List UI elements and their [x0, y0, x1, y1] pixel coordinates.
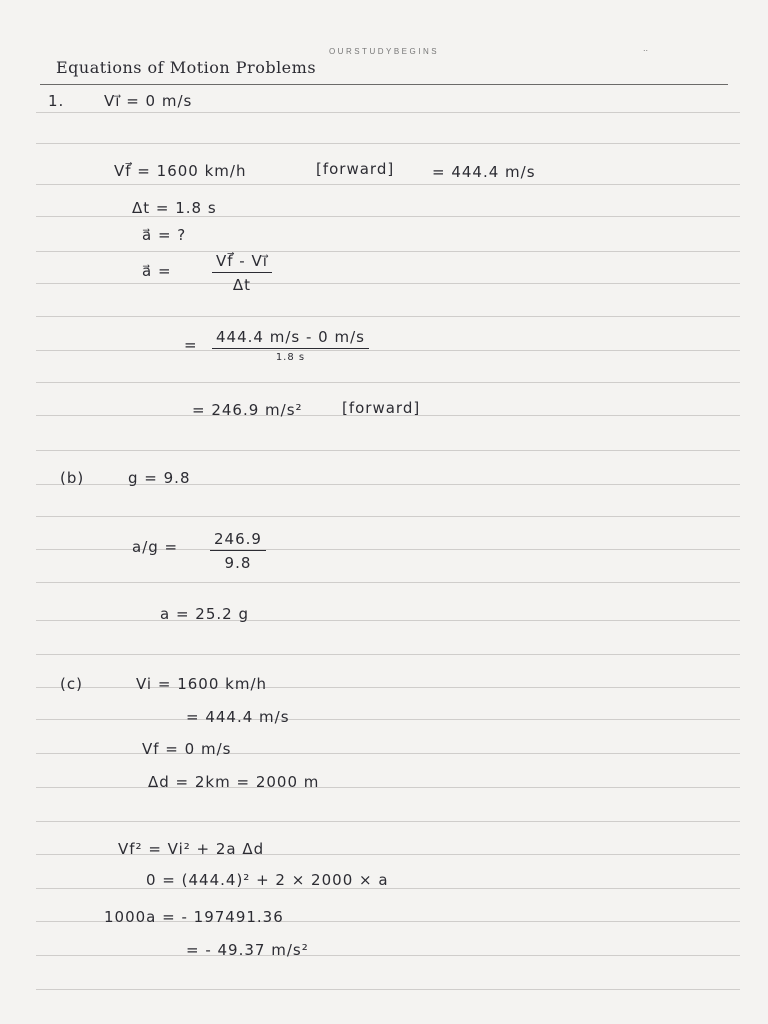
ruled-line	[36, 112, 740, 113]
brand-header: OURSTUDYBEGINS	[328, 47, 440, 56]
part-b-label: (b)	[60, 469, 85, 487]
ruled-line	[36, 620, 740, 621]
ruled-line	[36, 450, 740, 451]
substitution-numerator: 444.4 m/s - 0 m/s	[216, 328, 365, 346]
part-c-final-velocity: Vf = 0 m/s	[142, 740, 232, 758]
acceleration-direction: [forward]	[342, 399, 421, 417]
substitution-equals: =	[184, 336, 198, 354]
ruled-line	[36, 143, 740, 144]
simplified-equation: 1000a = - 197491.36	[104, 908, 284, 926]
substitution-fraction	[212, 328, 369, 363]
ruled-line	[36, 654, 740, 655]
part-c-displacement: Δd = 2km = 2000 m	[148, 773, 320, 791]
part-c-label: (c)	[60, 675, 83, 693]
kinematic-equation: Vf² = Vi² + 2a Δd	[118, 840, 265, 858]
final-velocity-converted: = 444.4 m/s	[432, 163, 536, 181]
substituted-equation: 0 = (444.4)² + 2 × 2000 × a	[146, 871, 389, 889]
gravity-value: g = 9.8	[128, 469, 191, 487]
substitution-denominator: 1.8 s	[275, 352, 306, 363]
ruled-line	[36, 787, 740, 788]
ruled-line	[36, 821, 740, 822]
part-c-initial-velocity-converted: = 444.4 m/s	[186, 708, 290, 726]
ruled-line	[36, 719, 740, 720]
acceleration-result: = 246.9 m/s²	[192, 401, 303, 419]
part-c-initial-velocity: Vi = 1600 km/h	[136, 675, 268, 693]
corner-mark: ..	[643, 44, 649, 53]
ruled-line	[36, 316, 740, 317]
time-interval: Δt = 1.8 s	[132, 199, 217, 217]
initial-velocity: Vi⃗ = 0 m/s	[104, 92, 193, 110]
ratio-denominator: 9.8	[224, 554, 252, 572]
page-title: Equations of Motion Problems	[56, 58, 317, 77]
formula-denominator: Δt	[232, 276, 252, 294]
ratio-lhs: a/g =	[132, 538, 179, 556]
ratio-fraction	[210, 530, 266, 572]
ruled-line	[36, 283, 740, 284]
ruled-line	[36, 382, 740, 383]
acceleration-lhs: a⃗ =	[142, 262, 172, 280]
ruled-line	[36, 582, 740, 583]
ruled-line	[36, 251, 740, 252]
title-rule	[40, 84, 728, 85]
ruled-line	[36, 350, 740, 351]
ratio-numerator: 246.9	[214, 530, 262, 548]
final-velocity-direction: [forward]	[316, 160, 395, 178]
ruled-line	[36, 989, 740, 990]
final-velocity: Vf⃗ = 1600 km/h	[114, 162, 247, 180]
problem-number: 1.	[48, 92, 65, 110]
ruled-line	[36, 955, 740, 956]
g-force-answer: a = 25.2 g	[160, 605, 249, 623]
formula-numerator: Vf⃗ - Vi⃗	[216, 252, 268, 270]
acceleration-unknown: a⃗ = ?	[142, 226, 187, 244]
deceleration-result: = - 49.37 m/s²	[186, 941, 309, 959]
ruled-line	[36, 184, 740, 185]
ruled-line	[36, 516, 740, 517]
acceleration-formula	[212, 252, 272, 294]
